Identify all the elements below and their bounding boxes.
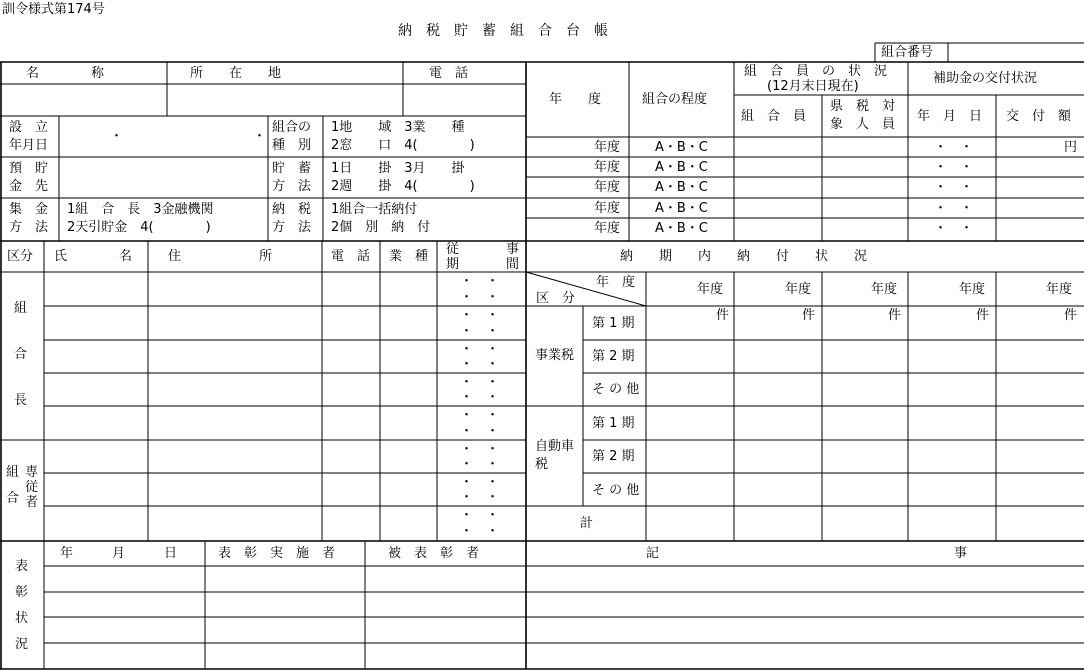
other-label: そ の 他 — [592, 483, 640, 498]
period-dots[interactable]: ・ ・ — [460, 390, 500, 405]
saving-method-options-2[interactable]: 2週 掛 4( ) — [331, 179, 475, 194]
staff-label-b: 合 — [6, 491, 20, 506]
phone-header: 電 話 — [429, 66, 469, 81]
count-unit: 件 — [716, 308, 730, 323]
period-dots[interactable]: ・ ・ — [460, 357, 500, 372]
staff-label-c: 専 — [25, 465, 39, 480]
established-label: 設 立 — [9, 120, 49, 135]
commendation-label-1: 表 — [15, 559, 29, 574]
date-dots[interactable]: ・ ・ — [934, 160, 974, 175]
yen-unit: 円 — [1064, 140, 1078, 155]
group-leader-label-3: 長 — [14, 393, 28, 408]
tax-target-header: 県 税 対 — [830, 99, 896, 114]
payment-year-col[interactable]: 年度 — [959, 282, 986, 297]
record-header-a: 記 — [646, 546, 660, 561]
collect-method-options-2[interactable]: 2天引貯金 4( ) — [67, 220, 211, 235]
term-2-label: 第 2 期 — [592, 349, 635, 364]
commendation-giver-header: 表 彰 実 施 者 — [218, 546, 336, 561]
saving-method-label-2: 方 法 — [272, 179, 312, 194]
staff-label-a: 組 — [6, 465, 20, 480]
degree-options[interactable]: A・B・C — [655, 140, 708, 155]
staff-label-d: 従 — [25, 480, 39, 495]
category-header: 区分 — [7, 249, 34, 264]
period-dots[interactable]: ・ ・ — [460, 475, 500, 490]
count-unit: 件 — [976, 308, 990, 323]
period-dots[interactable]: ・ ・ — [460, 490, 500, 505]
service-period-header-d: 間 — [506, 257, 520, 272]
payment-status-header: 納 期 内 納 付 状 況 — [620, 249, 868, 264]
saving-method-label: 貯 蓄 — [272, 161, 312, 176]
term-1-label: 第 1 期 — [592, 316, 635, 331]
period-dots[interactable]: ・ ・ — [460, 324, 500, 339]
year-cell[interactable]: 年度 — [594, 160, 621, 175]
tax-payment-options-2[interactable]: 2個 別 納 付 — [331, 220, 431, 235]
payment-year-col[interactable]: 年度 — [785, 282, 812, 297]
subsidy-amount-header: 交 付 額 — [1006, 109, 1072, 124]
union-type-options[interactable]: 1地 域 3業 種 — [331, 120, 465, 135]
commendation-receiver-header: 被 表 彰 者 — [388, 546, 480, 561]
corner-category-label: 区 分 — [536, 291, 576, 306]
service-period-header-b: 事 — [506, 242, 520, 257]
business-tax-label: 事業税 — [535, 348, 575, 363]
tax-payment-options[interactable]: 1組合一括納付 — [331, 202, 418, 217]
address-header: 所 在 地 — [190, 66, 282, 81]
group-leader-label-1: 組 — [14, 301, 28, 316]
union-number-label: 組合番号 — [881, 45, 934, 60]
member-status-subheader: (12月末日現在) — [767, 79, 859, 94]
officer-industry-header: 業 種 — [389, 249, 429, 264]
commendation-label-3: 状 — [15, 611, 29, 626]
staff-label-e: 者 — [25, 495, 39, 510]
date-dots[interactable]: ・ ・ — [934, 180, 974, 195]
officer-address-header: 住 所 — [168, 249, 273, 264]
union-type-options-2[interactable]: 2窓 口 4( ) — [331, 138, 475, 153]
tax-target-header-2: 象 人 員 — [830, 117, 896, 132]
commendation-label-2: 彰 — [15, 585, 29, 600]
auto-tax-label: 自動車 — [535, 439, 575, 454]
period-dots[interactable]: ・ ・ — [460, 342, 500, 357]
address-field[interactable] — [169, 86, 402, 115]
period-dots[interactable]: ・ ・ — [460, 308, 500, 323]
date-dots[interactable]: ・ ・ — [934, 221, 974, 236]
union-number-field[interactable] — [952, 44, 1082, 61]
other-label: そ の 他 — [592, 382, 640, 397]
year-cell[interactable]: 年度 — [594, 180, 621, 195]
period-dots[interactable]: ・ ・ — [460, 375, 500, 390]
year-header: 年 度 — [549, 92, 602, 107]
established-label-2: 年月日 — [9, 138, 49, 153]
degree-options[interactable]: A・B・C — [655, 201, 708, 216]
degree-options[interactable]: A・B・C — [655, 180, 708, 195]
period-dots[interactable]: ・ ・ — [460, 408, 500, 423]
union-type-label-2: 種 別 — [272, 138, 312, 153]
group-leader-label-2: 合 — [14, 347, 28, 362]
corner-year-label: 年 度 — [596, 275, 636, 290]
degree-options[interactable]: A・B・C — [655, 221, 708, 236]
officer-name-header: 氏 名 — [54, 249, 133, 264]
officer-phone-header: 電 話 — [331, 249, 371, 264]
saving-method-options[interactable]: 1日 掛 3月 掛 — [331, 161, 465, 176]
deposit-label: 預 貯 — [9, 161, 49, 176]
form-number: 訓令様式第174号 — [2, 2, 105, 17]
collect-method-label: 集 金 — [9, 202, 49, 217]
date-dots[interactable]: ・ ・ — [934, 140, 974, 155]
subsidy-date-header: 年 月 日 — [917, 109, 983, 124]
phone-field[interactable] — [405, 86, 525, 115]
period-dots[interactable]: ・ ・ — [460, 290, 500, 305]
collect-method-options[interactable]: 1組 合 長 3金融機関 — [67, 202, 214, 217]
record-header-b: 事 — [954, 546, 968, 561]
period-dots[interactable]: ・ ・ — [460, 442, 500, 457]
payment-year-col[interactable]: 年度 — [1046, 282, 1073, 297]
payment-year-col[interactable]: 年度 — [871, 282, 898, 297]
total-label: 計 — [580, 516, 594, 531]
commendation-date-header: 年 月 日 — [60, 546, 178, 561]
term-2-label: 第 2 期 — [592, 449, 635, 464]
degree-options[interactable]: A・B・C — [655, 160, 708, 175]
period-dots[interactable]: ・ ・ — [460, 457, 500, 472]
count-unit: 件 — [1064, 308, 1078, 323]
count-unit: 件 — [888, 308, 902, 323]
period-dots[interactable]: ・ ・ — [460, 524, 500, 539]
year-cell[interactable]: 年度 — [594, 221, 621, 236]
payment-year-col[interactable]: 年度 — [697, 282, 724, 297]
deposit-label-2: 金 先 — [9, 179, 49, 194]
member-status-header: 組 合 員 の 状 況 — [744, 64, 888, 79]
commendation-label-4: 況 — [15, 637, 29, 652]
union-type-label: 組合の — [272, 120, 312, 135]
tax-payment-label-2: 方 法 — [272, 220, 312, 235]
name-header: 名 称 — [26, 66, 105, 81]
collect-method-label-2: 方 法 — [9, 220, 49, 235]
date-dots[interactable]: ・ ・ — [934, 201, 974, 216]
year-cell[interactable]: 年度 — [594, 201, 621, 216]
service-period-header-a: 従 — [446, 242, 460, 257]
page-title: 納 税 貯 蓄 組 合 台 帳 — [398, 23, 608, 39]
service-period-header-c: 期 — [446, 257, 460, 272]
auto-tax-label-2: 税 — [535, 457, 549, 472]
name-field[interactable] — [2, 86, 166, 115]
term-1-label: 第 1 期 — [592, 416, 635, 431]
period-dots[interactable]: ・ ・ — [460, 508, 500, 523]
period-dots[interactable]: ・ ・ — [460, 274, 500, 289]
deposit-field[interactable] — [61, 159, 266, 196]
degree-header: 組合の程度 — [642, 92, 708, 107]
established-date-dots[interactable]: ・ ・ — [110, 129, 267, 144]
subsidy-header: 補助金の交付状況 — [933, 71, 1038, 86]
period-dots[interactable]: ・ ・ — [460, 424, 500, 439]
tax-payment-label: 納 税 — [272, 202, 312, 217]
year-cell[interactable]: 年度 — [594, 140, 621, 155]
count-unit: 件 — [802, 308, 816, 323]
members-header: 組 合 員 — [741, 109, 807, 124]
